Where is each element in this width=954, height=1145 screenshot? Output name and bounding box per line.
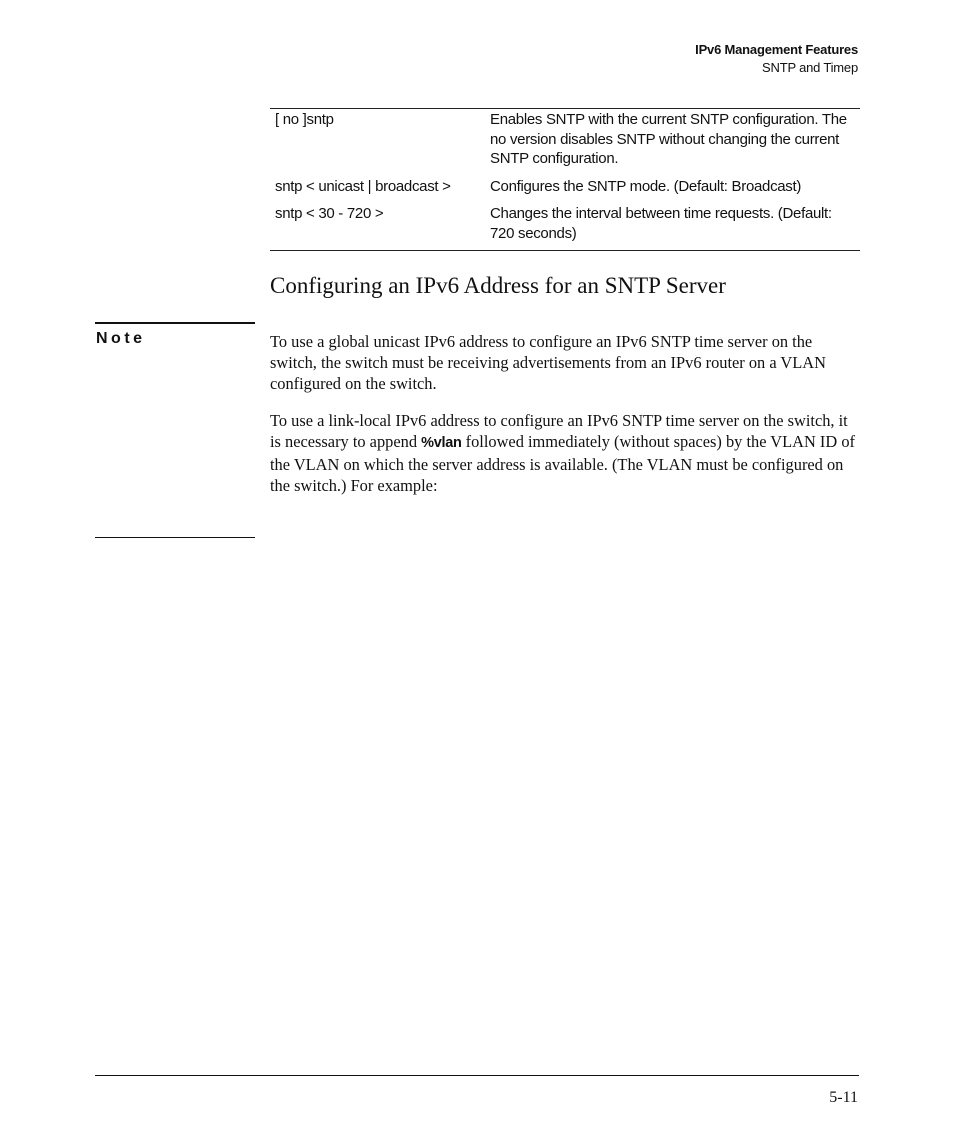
inline-code: %vlan bbox=[421, 435, 462, 451]
note-text: followed immediately (without spaces) by the VLAN ID of the VLAN on which the server address is available. (The VLAN must be configured on the switch.) For example: bbox=[270, 432, 855, 495]
running-header bbox=[695, 41, 858, 77]
page-number: 5-11 bbox=[829, 1089, 858, 1106]
header-chapter-title: IPv6 Management Features bbox=[695, 42, 858, 57]
command-cell: sntp < unicast | broadcast > bbox=[275, 177, 451, 195]
note-top-rule bbox=[95, 322, 255, 324]
table-row bbox=[270, 177, 860, 197]
note-paragraph: To use a global unicast IPv6 address to configure an IPv6 SNTP time server on the switch, the switch must be receiving advertisements from an IPv6 router on a VLAN configured on the switch. bbox=[270, 332, 826, 393]
table-row bbox=[270, 110, 860, 169]
description-cell: Configures the SNTP mode. (Default: Broadcast) bbox=[490, 177, 802, 195]
command-cell: sntp < 30 - 720 > bbox=[275, 205, 384, 222]
header-section-title: SNTP and Timep bbox=[762, 60, 858, 75]
table-row bbox=[270, 204, 860, 243]
note-label: Note bbox=[96, 330, 146, 347]
command-table bbox=[270, 108, 860, 251]
footer-rule bbox=[95, 1075, 859, 1076]
note-bottom-rule bbox=[95, 537, 255, 538]
command-cell: [ no ]sntp bbox=[275, 111, 334, 128]
description-cell: Changes the interval between time requests. (Default: 720 seconds) bbox=[490, 205, 832, 242]
note-text: To use a link-local IPv6 address to configure an IPv6 SNTP time server on the switch, it is necessary to append bbox=[270, 411, 848, 451]
section-heading: Configuring an IPv6 Address for an SNTP Server bbox=[270, 273, 726, 298]
note-paragraph bbox=[270, 410, 862, 496]
note-body bbox=[270, 331, 862, 512]
description-cell: Enables SNTP with the current SNTP configuration. The no version disables SNTP without changing the current SNTP configuration. bbox=[490, 111, 847, 167]
